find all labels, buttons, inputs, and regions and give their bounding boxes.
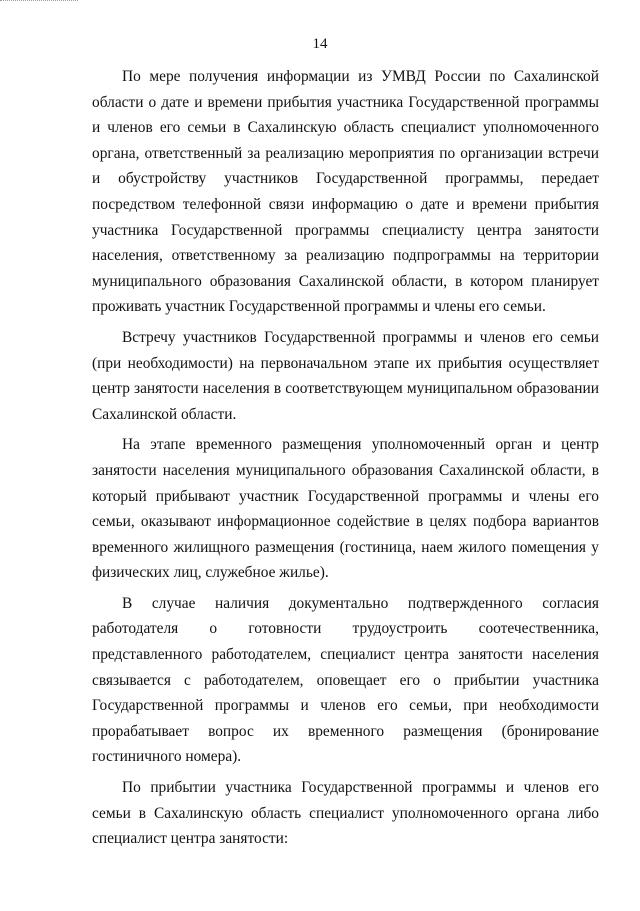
paragraph-5: По прибытии участника Государственной программы и членов его семьи в Сахалинскую область специалист уполномоченного органа либо специалист центра занятости: bbox=[92, 779, 599, 848]
paragraph-1: По мере получения информации из УМВД России по Сахалинской области о дате и времени прибытия участника Государственной программы и членов его семьи в Сахалинскую область специалист уполномоченного органа, ответственный за реализацию мероприятия по организации встречи и обустройству участников Государственной программы, передает посредством телефонной связи информацию о дате и времени прибытия участника Государственной программы специалисту центра занятости населения, ответственному за реализацию подпрограммы на территории муниципального образования Сахалинской области, в котором планирует проживать участник Государственной программы и члены его семьи. bbox=[92, 68, 599, 316]
page-number: 14 bbox=[312, 36, 328, 52]
paragraph-3: На этапе временного размещения уполномоченный орган и центр занятости населения муниципального образования Сахалинской области, в который прибывают участник Государственной программы и члены его семьи, оказывают информационное содействие в целях подбора вариантов временного жилищного размещения (гостиница, наем жилого помещения у физических лиц, служебное жилье). bbox=[92, 436, 599, 582]
document-body bbox=[92, 64, 599, 857]
paragraph-4: В случае наличия документально подтвержденного согласия работодателя о готовности трудоустроить соотечественника, представленного работодателем, специалист центра занятости населения связывается с работодателем, оповещает его о прибытии участника Государственной программы и членов его семьи, при необходимости прорабатывает вопрос их временного размещения (бронирование гостиничного номера). bbox=[92, 594, 599, 766]
scan-corner-mark bbox=[0, 0, 78, 4]
paragraph-2: Встречу участников Государственной программы и членов его семьи (при необходимости) на первоначальном этапе их прибытия осуществляет центр занятости населения в соответствующем муниципальном образовании Сахалинской области. bbox=[92, 328, 599, 423]
